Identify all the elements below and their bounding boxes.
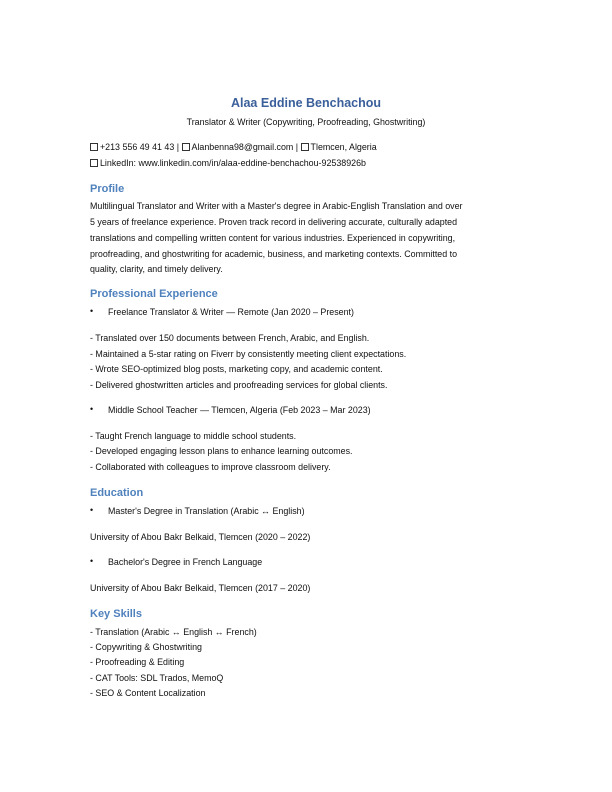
separator: | — [176, 142, 180, 152]
job-item: - Collaborated with colleagues to improve classroom delivery. — [90, 462, 331, 472]
skill-item: - Copywriting & Ghostwriting — [90, 642, 202, 652]
email-icon — [182, 143, 190, 151]
job-title: Middle School Teacher — Tlemcen, Algeria (Feb 2023 – Mar 2023) — [108, 405, 371, 415]
job-item: - Wrote SEO-optimized blog posts, marketing copy, and academic content. — [90, 364, 383, 374]
skill-item: - Translation (Arabic ↔ English ↔ French) — [90, 627, 257, 637]
job-item: - Translated over 150 documents between French, Arabic, and English. — [90, 333, 370, 343]
separator: | — [295, 142, 299, 152]
experience-heading: Professional Experience — [90, 288, 218, 300]
linkedin-icon — [90, 159, 98, 167]
job-item: - Maintained a 5-star rating on Fiverr by consistently meeting client expectations. — [90, 349, 407, 359]
phone: +213 556 49 41 43 — [100, 142, 175, 152]
profile-line: translations and compelling written content for various industries. Experienced in copywriting, — [90, 233, 456, 243]
education-heading: Education — [90, 487, 144, 499]
profile-line: 5 years of freelance experience. Proven track record in delivering accurate, culturally adapted — [90, 217, 458, 227]
subtitle: Translator & Writer (Copywriting, Proofreading, Ghostwriting) — [186, 117, 426, 127]
profile-heading: Profile — [90, 183, 125, 195]
email-link[interactable]: Alanbenna98@gmail.com — [191, 142, 294, 152]
bullet: • — [90, 556, 94, 566]
job-item: - Developed engaging lesson plans to enhance learning outcomes. — [90, 446, 353, 456]
skill-item: - Proofreading & Editing — [90, 657, 185, 667]
profile-line: Multilingual Translator and Writer with a Master's degree in Arabic-English Translation and over — [90, 201, 463, 211]
name-heading: Alaa Eddine Benchachou — [230, 96, 382, 110]
bullet: • — [90, 306, 94, 316]
degree: Bachelor's Degree in French Language — [108, 557, 263, 567]
skill-item: - SEO & Content Localization — [90, 688, 206, 698]
location-icon — [301, 143, 309, 151]
skill-item: - CAT Tools: SDL Trados, MemoQ — [90, 673, 224, 683]
linkedin-link[interactable]: LinkedIn: www.linkedin.com/in/alaa-eddine-benchachou-92538926b — [100, 158, 366, 168]
phone-icon — [90, 143, 98, 151]
job-title: Freelance Translator & Writer — Remote (Jan 2020 – Present) — [108, 307, 354, 317]
contact-line — [90, 141, 377, 153]
school: University of Abou Bakr Belkaid, Tlemcen (2020 – 2022) — [90, 532, 311, 542]
school: University of Abou Bakr Belkaid, Tlemcen (2017 – 2020) — [90, 583, 311, 593]
profile-line: quality, clarity, and timely delivery. — [90, 264, 223, 274]
skills-heading: Key Skills — [90, 608, 142, 620]
location: Tlemcen, Algeria — [310, 142, 377, 152]
profile-line: proofreading, and ghostwriting for academic, business, and marketing contexts. Committed to — [90, 249, 458, 259]
linkedin-line — [90, 157, 366, 169]
degree: Master's Degree in Translation (Arabic ↔ English) — [108, 506, 305, 516]
bullet: • — [90, 505, 94, 515]
job-item: - Taught French language to middle school students. — [90, 431, 297, 441]
job-item: - Delivered ghostwritten articles and proofreading services for global clients. — [90, 380, 388, 390]
bullet: • — [90, 404, 94, 414]
